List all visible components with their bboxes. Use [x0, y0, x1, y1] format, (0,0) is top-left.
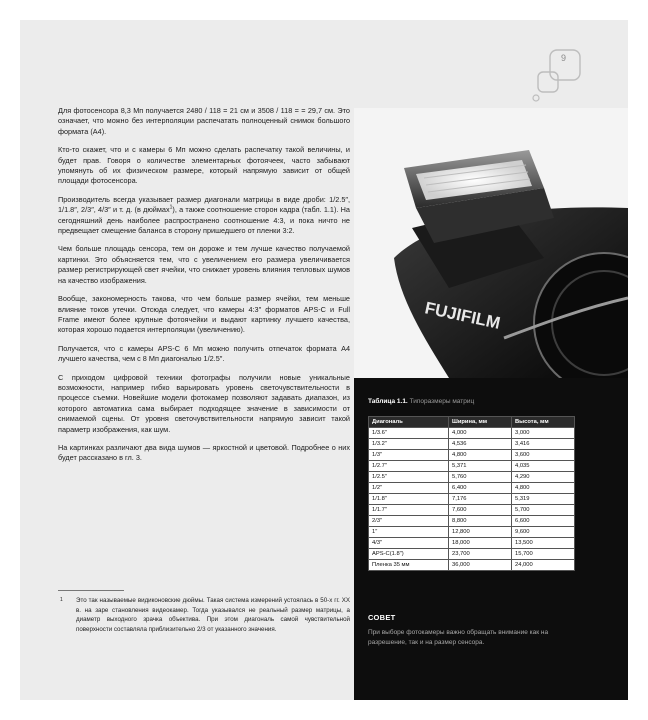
paragraph: Получается, что с камеры APS-C 6 Мп можно получить отпечаток формата А4 лучшего качества, чем с 8 Мп диагональю 1/2.5″.	[58, 343, 350, 364]
table-cell: 3,600	[512, 450, 575, 461]
paragraph: На картинках различают два вида шумов — яркостной и цветовой. Подробнее о них будет рассказано в гл. 3.	[58, 442, 350, 463]
table-cell: 24,000	[512, 560, 575, 571]
paragraph: С приходом цифровой техники фотографы получили новые уникальные возможности, например гибко варьировать уровень светочувствительности в процессе съемки. Новейшие модели фотокамер позволяют задавать диапазон, из которого автоматика сама выбирает подходящее значение в зависимости от снимаемой сцены. От уровня светочувствительности напрямую зависит такой параметр изображения, как шум.	[58, 372, 350, 434]
table-cell: 1/2.5″	[369, 472, 449, 483]
table-cell: 7,176	[449, 494, 512, 505]
table-cell: 1/3.6″	[369, 428, 449, 439]
table-row	[369, 538, 575, 549]
footnote-reference[interactable]: 1	[169, 204, 173, 211]
footnote-divider	[58, 590, 124, 591]
table-cell: 6,600	[512, 516, 575, 527]
table-row	[369, 450, 575, 461]
table-cell: 4,035	[512, 461, 575, 472]
column-header: Диагональ	[369, 417, 449, 428]
table-cell: 13,500	[512, 538, 575, 549]
table-cell: 23,700	[449, 549, 512, 560]
table-cell: 1/2.7″	[369, 461, 449, 472]
table-row	[369, 461, 575, 472]
table-cell: 1/1.7″	[369, 505, 449, 516]
table-cell: 1/3.2″	[369, 439, 449, 450]
table-cell: 12,800	[449, 527, 512, 538]
table-cell: 5,371	[449, 461, 512, 472]
paragraph: Вообще, закономерность такова, что чем больше размер ячейки, тем меньше влияние токов утечки. Отсюда следует, что камеры 4:3″ форматов APS-C и Full Frame имеют более крупные фотоячейки и выдают картинку лучшего качества, которая хорошо подается интерполяции (увеличению).	[58, 294, 350, 335]
table-cell: 18,000	[449, 538, 512, 549]
table-row	[369, 439, 575, 450]
footnote-text: Это так называемые видиконовские дюймы. Такая система измерений устоялась в 50-х гг. XX в. на заре становления видеокамер. Тогда указывался не реальный размер матрицы, а диаметр выходного зрачка объектива. При этом диагональ самой чувствительной поверхности составляла приблизительно 2/3 от указанного значения.	[76, 597, 350, 633]
table-cell: 8,800	[449, 516, 512, 527]
table-cell: 4,800	[512, 483, 575, 494]
table-cell: 4,290	[512, 472, 575, 483]
table-row	[369, 428, 575, 439]
table-cell: 4,800	[449, 450, 512, 461]
table-cell: 2/3″	[369, 516, 449, 527]
table-row	[369, 505, 575, 516]
table-cell: 5,760	[449, 472, 512, 483]
table-cell: 1″	[369, 527, 449, 538]
dark-sidebar	[354, 378, 628, 700]
table-cell: 3,000	[512, 428, 575, 439]
table-cell: 1/1.8″	[369, 494, 449, 505]
table-row	[369, 560, 575, 571]
table-cell: 36,000	[449, 560, 512, 571]
book-page	[20, 20, 628, 700]
brand-logo: FUJIFILM	[423, 298, 502, 333]
camera-photo	[354, 108, 628, 378]
table-cell: 1/3″	[369, 450, 449, 461]
footnote-mark: 1	[60, 597, 63, 603]
table-caption: Таблица 1.1. Типоразмеры матриц	[368, 398, 475, 405]
camera-flash-icon	[354, 108, 628, 378]
table-cell: Пленка 35 мм	[369, 560, 449, 571]
table-cell: 4,536	[449, 439, 512, 450]
table-header-row	[369, 417, 575, 428]
tip-title: СОВЕТ	[368, 613, 396, 622]
paragraph: Чем больше площадь сенсора, тем он дороже и тем лучше качество получаемой картинки. Это объясняется тем, что с увеличением его размера увеличивается размер регистрирующей свет ячейки, что снижает уровень влияния тепловых шумов на качество изображения.	[58, 244, 350, 285]
sensor-size-table	[368, 416, 575, 571]
table-cell: 4/3″	[369, 538, 449, 549]
column-header: Высота, мм	[512, 417, 575, 428]
table-row	[369, 483, 575, 494]
paragraph: Для фотосенсора 8,3 Мп получается 2480 / 118 = 21 см и 3508 / 118 = = 29,7 см. Это означает, что можно без интерполяции распечатать полноценный снимок большого формата (А4).	[58, 106, 350, 136]
table-row	[369, 549, 575, 560]
table-row	[369, 494, 575, 505]
table-cell: 4,000	[449, 428, 512, 439]
page-number: 9	[561, 53, 567, 63]
table-row	[369, 527, 575, 538]
paragraph: Кто-то скажет, что и с камеры 6 Мп можно сделать распечатку такой величины, и будет прав. Говоря о количестве элементарных фотоячеек, часто забывают упомянуть об их физическом размере, который напрямую зависит от общей площади фотосенсора.	[58, 145, 350, 186]
paragraph: Производитель всегда указывает размер диагонали матрицы в виде дроби: 1/2.5″, 1/1.8″, 2/3″, 4/3″ и т. д. (в дюймах$^1$), а также соотношение сторон кадра (табл. 1.1). На сегодняшний день наиболее распространено соотношение 4:3, и пока ничто не предвещает смещение баланса в сторону пришедшего от пленки 3:2.	[58, 194, 350, 236]
table-cell: APS-C(1.8″)	[369, 549, 449, 560]
table-cell: 3,416	[512, 439, 575, 450]
table-cell: 7,600	[449, 505, 512, 516]
table-cell: 15,700	[512, 549, 575, 560]
body-text	[58, 106, 350, 472]
table-cell: 1/2″	[369, 483, 449, 494]
column-header: Ширина, мм	[449, 417, 512, 428]
table-cell: 5,700	[512, 505, 575, 516]
table-row	[369, 516, 575, 527]
table-cell: 5,319	[512, 494, 575, 505]
table-cell: 6,400	[449, 483, 512, 494]
footnote	[58, 596, 350, 634]
tip-text: При выборе фотокамеры важно обращать внимание как на разрешение, так и на размер сенсора.	[368, 629, 549, 646]
table-cell: 9,600	[512, 527, 575, 538]
table-row	[369, 472, 575, 483]
